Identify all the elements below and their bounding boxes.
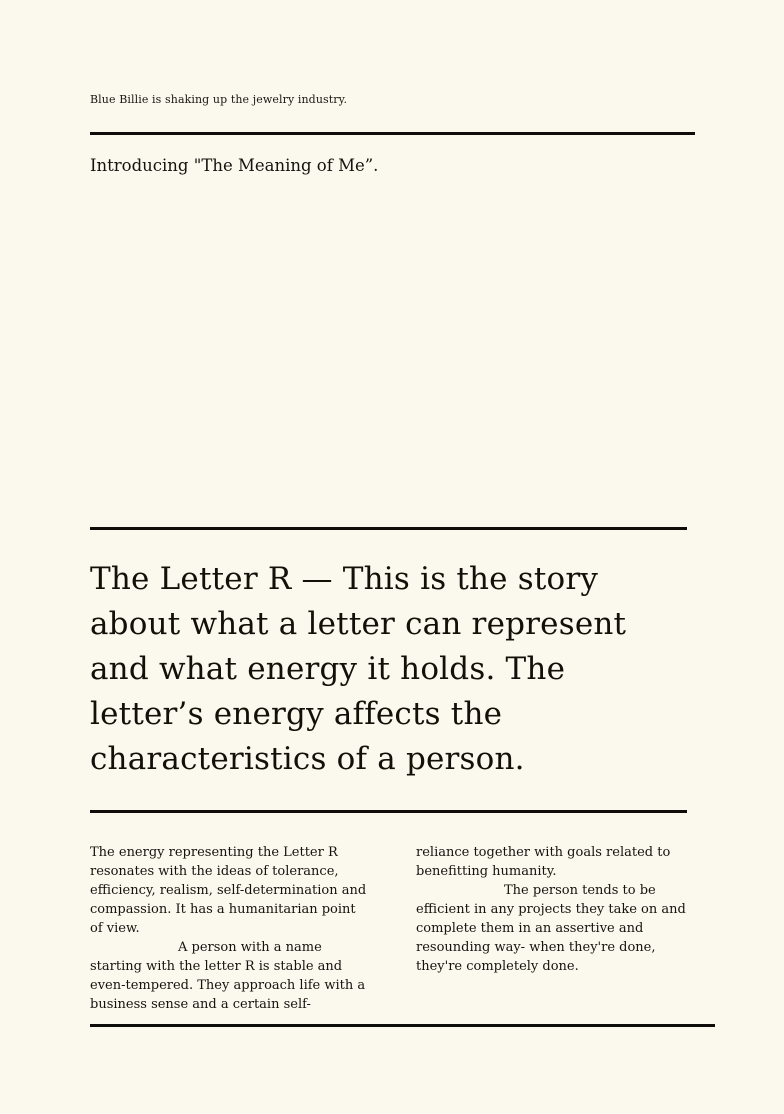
body-paragraph: The person tends to be efficient in any projects they take on and complete them in an assertive and resounding way- when they're done, they're completely done. [416, 883, 686, 974]
headline-line-1: The Letter R — This is the story [90, 561, 599, 597]
body-paragraph: A person with a name starting with the letter R is stable and even-tempered. They approach life with a business sense and a certain self- [90, 940, 366, 1012]
kicker-text: Blue Billie is shaking up the jewelry industry. [90, 93, 348, 106]
headline-line-4: letter’s energy affects the [90, 696, 503, 732]
intro-line: Introducing "The Meaning of Me”. [90, 156, 379, 175]
article-body [90, 843, 694, 1014]
headline-line-3: and what energy it holds. The [90, 651, 566, 687]
divider-bottom [90, 1024, 715, 1027]
headline-line-5: characteristics of a person. [90, 741, 525, 777]
body-column-right [416, 843, 694, 1014]
body-paragraph: The energy representing the Letter R resonates with the ideas of tolerance, efficiency, realism, self-determination and compassion. It has a humanitarian point of view. [90, 845, 367, 936]
divider-top [90, 132, 695, 135]
body-column-left [90, 843, 368, 1014]
divider-below-headline [90, 810, 687, 813]
article-headline [90, 557, 626, 782]
divider-above-headline [90, 527, 687, 530]
headline-line-2: about what a letter can represent [90, 606, 627, 642]
body-paragraph: reliance together with goals related to benefitting humanity. [416, 845, 671, 879]
